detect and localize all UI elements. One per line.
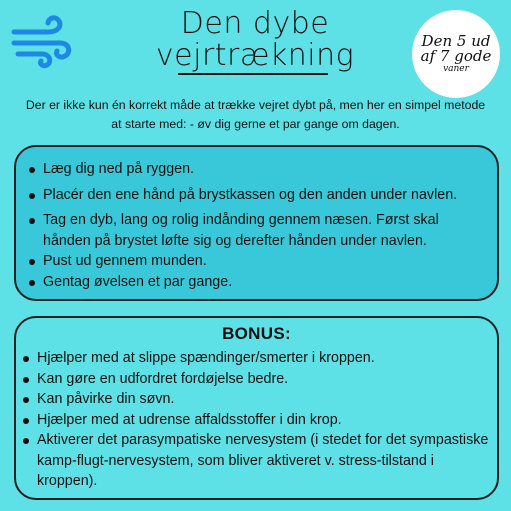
title-line-1: Den dybe: [180, 6, 330, 41]
badge-line-3: vaner: [443, 64, 469, 74]
badge-line-2: af 7 gode: [420, 47, 492, 65]
step-item: Pust ud gennem munden.: [26, 251, 486, 272]
bonus-item: Kan gøre en udfordret fordøjelse bedre.: [20, 369, 490, 390]
habit-badge: [412, 10, 500, 98]
steps-box: [14, 145, 499, 301]
bonus-list: [20, 348, 490, 492]
bonus-item: Hjælper med at udrense affaldsstoffer i din krop.: [20, 410, 490, 431]
step-item: Gentag øvelsen et par gange.: [26, 272, 486, 293]
title-underline: [178, 73, 328, 75]
title-line-2: vejrtrækning: [155, 37, 355, 73]
bonus-item: Aktiverer det parasympatiske nervesystem (i stedet for det sympastiske kamp-flugt-nervesystem, som bliver aktiveret v. stress-tilstand i kroppen).: [20, 430, 490, 492]
wind-icon: [8, 12, 74, 72]
bonus-item: Kan påvirke din søvn.: [20, 389, 490, 410]
step-item: Placér den ene hånd på brystkassen og den anden under navlen.: [26, 185, 486, 206]
badge-line-1: Den 5 ud: [421, 32, 491, 50]
bonus-title: BONUS:: [222, 324, 291, 343]
bonus-item: Hjælper med at slippe spændinger/smerter i kroppen.: [20, 348, 490, 369]
step-item: Læg dig ned på ryggen.: [26, 159, 486, 180]
page-title: [130, 8, 380, 71]
intro-text: Der er ikke kun én korrekt måde at trække vejret dybt på, men her en simpel metode at starte med: - øv dig gerne et par gange om dagen.: [25, 98, 486, 131]
steps-list: [26, 159, 486, 292]
step-item: Tag en dyb, lang og rolig indånding gennem næsen. Først skal hånden på brystet løfte sig og derefter hånden under navlen.: [26, 210, 486, 251]
bonus-box: [14, 316, 499, 500]
